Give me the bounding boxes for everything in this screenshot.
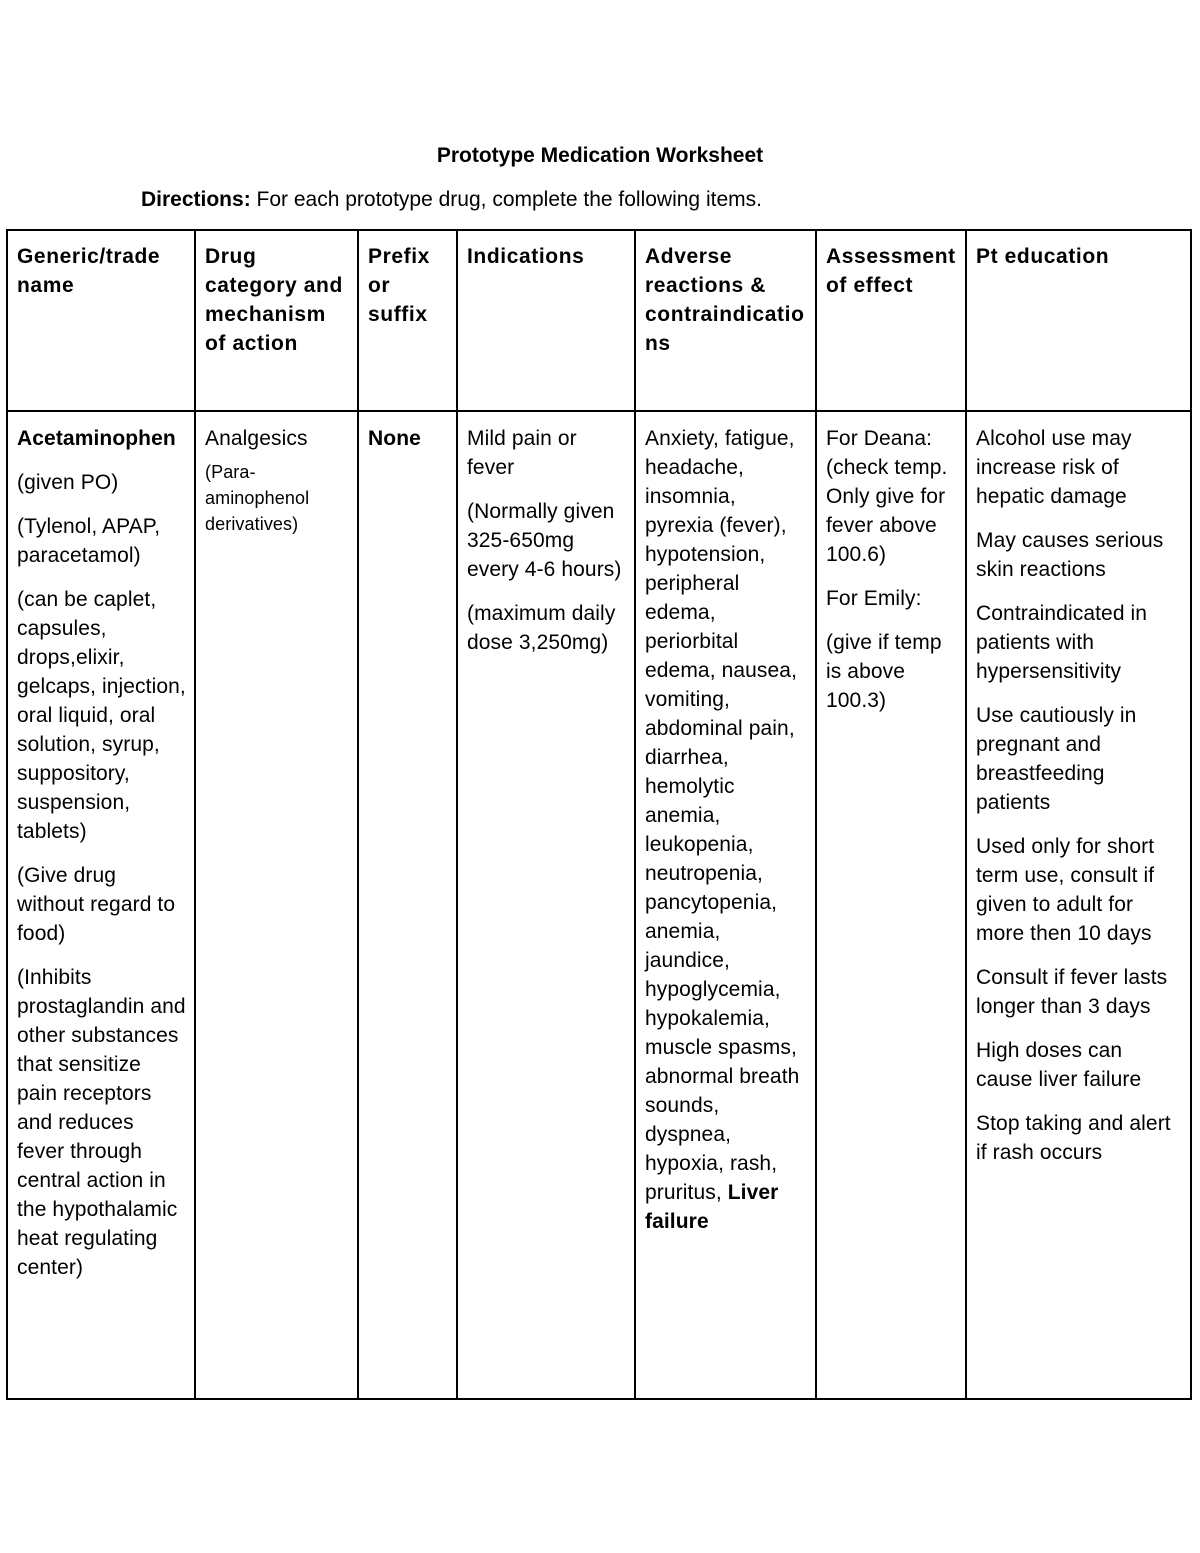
education-item: May causes serious skin reactions: [976, 529, 1164, 581]
header-row: [7, 230, 1191, 411]
header-education: Pt education: [966, 230, 1191, 411]
assessment-item: (give if temp is above 100.3): [826, 631, 942, 712]
adverse-text: Anxiety, fatigue, headache, insomnia, pyrexia (fever), hypotension, peripheral edema, periorbital edema, nausea, vomiting, abdominal pain, diarrhea, hemolytic anemia, leukopenia, neutropenia, pancytopenia, anemia, jaundice, hypoglycemia, hypokalemia, muscle spasms, abnormal breath sounds, dyspnea, hypoxia, rash, pruritus,: [645, 427, 800, 1204]
category-mechanism: (Para-aminophenol derivatives): [205, 462, 310, 534]
directions-text: For each prototype drug, complete the following items.: [250, 188, 762, 211]
adverse-list: [645, 424, 807, 1236]
education-item: Consult if fever lasts longer than 3 days: [976, 966, 1168, 1018]
cell-indications: [457, 411, 635, 1399]
generic-note: (Tylenol, APAP, paracetamol): [17, 515, 161, 567]
generic-note: (given PO): [17, 471, 119, 494]
education-item: High doses can cause liver failure: [976, 1039, 1142, 1091]
generic-note: (Inhibits prostaglandin and other substances that sensitize pain receptors and reduces fever through central action in the hypothalamic heat regulating center): [17, 966, 186, 1279]
cell-prefix: [358, 411, 457, 1399]
header-generic: Generic/trade name: [7, 230, 195, 411]
indication-item: (maximum daily dose 3,250mg): [467, 602, 616, 654]
directions-label: Directions:: [141, 188, 251, 211]
page-title: Prototype Medication Worksheet: [436, 144, 764, 167]
header-indications: Indications: [457, 230, 635, 411]
cell-education: [966, 411, 1191, 1399]
table-row: [7, 411, 1191, 1399]
directions: [141, 186, 762, 214]
education-item: Contraindicated in patients with hypersensitivity: [976, 602, 1148, 683]
header-assessment: Assessment of effect: [816, 230, 966, 411]
education-item: Alcohol use may increase risk of hepatic damage: [976, 427, 1132, 508]
assessment-item: For Emily:: [826, 587, 922, 610]
education-item: Use cautiously in pregnant and breastfeeding patients: [976, 704, 1137, 814]
generic-note: (Give drug without regard to food): [17, 864, 176, 945]
header-prefix: Prefix or suffix: [358, 230, 457, 411]
education-item: Used only for short term use, consult if given to adult for more then 10 days: [976, 835, 1155, 945]
adverse-bold: Liver failure: [645, 1181, 779, 1233]
medication-table: [6, 229, 1192, 1400]
prefix-value: None: [368, 427, 421, 450]
cell-assessment: [816, 411, 966, 1399]
education-item: Stop taking and alert if rash occurs: [976, 1112, 1171, 1164]
indication-item: Mild pain or fever: [467, 427, 577, 479]
cell-generic: [7, 411, 195, 1399]
assessment-item: For Deana: (check temp. Only give for fever above 100.6): [826, 427, 948, 566]
generic-note: (can be caplet, capsules, drops,elixir, gelcaps, injection, oral liquid, oral solution, syrup, suppository, suspension, tablets): [17, 588, 186, 843]
cell-category: [195, 411, 358, 1399]
header-adverse: Adverse reactions & contraindications: [635, 230, 816, 411]
category-name: Analgesics: [205, 427, 308, 450]
indication-item: (Normally given 325-650mg every 4-6 hours): [467, 500, 622, 581]
drug-name: Acetaminophen: [17, 427, 176, 450]
header-category: Drug category and mechanism of action: [195, 230, 358, 411]
cell-adverse: [635, 411, 816, 1399]
